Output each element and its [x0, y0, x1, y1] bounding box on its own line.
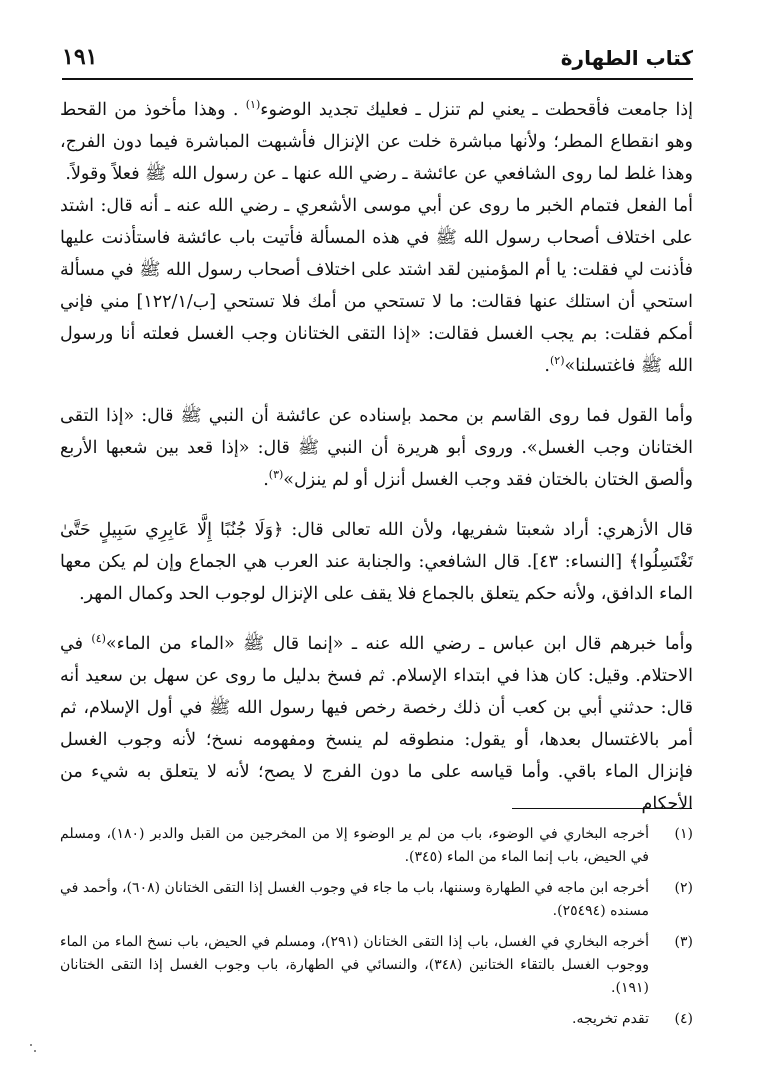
paragraph-2: أما الفعل فتمام الخبر ما روى عن أبي موسى الأشعري ـ رضي الله عنه ـ أنه قال: اشتد على اختلاف أصحاب رسول الله ﷺ في هذه المسألة فأتيت باب عائشة فاستأذنت عليها فأذنت لي فقلت: يا أم المؤمنين لقد اشتد على اختلاف أصحاب رسول الله ﷺ في مسألة استحي أن استلك عنها فقالت: ما لا تستحي من أمك فلا تستحي [ب/١٢٢/١] مني فإني أمكم فقلت: بم يجب الغسل فقالت: «إذا التقى الختانان وجب الغسل فعلته أنا ورسول الله ﷺ فاغتسلنا»$^{(٢)}$.: [60, 196, 693, 376]
footnote-number: (٢): [674, 880, 693, 896]
footnote-number: (١): [674, 826, 693, 842]
footnote-ref-3: (٣): [268, 468, 284, 482]
footnote-1: [60, 823, 693, 869]
footnote-text: تقدم تخريجه.: [572, 1011, 649, 1027]
footnote-4: [60, 1008, 693, 1031]
footnote-ref-1: (١): [245, 98, 261, 112]
page-header: [62, 44, 693, 80]
footnote-separator: [512, 808, 692, 809]
paragraph-4: قال الأزهري: أراد شعبتا شفريها، ولأن الله تعالى قال: ﴿وَلَا جُنُبًا إِلَّا عَابِرِي سَبِيلٍ حَتَّىٰ تَغْتَسِلُوا﴾ [النساء: ٤٣]. قال الشافعي: والجنابة عند العرب هي الجماع وإن لم يكن معها الماء الدافق، ولأنه حكم يتعلق بالجماع فلا يقف على الإنزال لوجوب الحد وكمال المهر.: [60, 520, 693, 604]
paragraph-5: وأما خبرهم قال ابن عباس ـ رضي الله عنه ـ «إنما قال ﷺ «الماء من الماء»$^{(٤)}$ في الاحتلام. وقيل: كان هذا في ابتداء الإسلام. ثم فسخ بدليل ما روى عن سهل بن سعيد أنه قال: حدثني أبي بن كعب أن ذلك رخصة رخص فيها رسول الله ﷺ في أول الإسلام، ثم أمر بالاغتسال بعدها، أو يقول: منطوقه لم ينسخ ومفهومه نسخ؛ لأنه وجوب الغسل فإنزال الماء باقي. وأما قياسه على ما دون الفرج لا يصح؛ لأنه لا يتعلق به شيء من الأحكام: [60, 632, 693, 814]
footnote-ref-4: (٤): [91, 632, 106, 646]
footnote-number: (٤): [674, 1011, 693, 1027]
book-title: كتاب الطهارة: [560, 46, 693, 70]
paragraph-3: وأما القول فما روى القاسم بن محمد بإسناده عن عائشة أن النبي ﷺ قال: «إذا التقى الختانان وجب الغسل». وروى أبو هريرة أن النبي ﷺ قال: «إذا قعد بين شعبها الأربع وألصق الختان بالختان فقد وجب الغسل أنزل أو لم ينزل»$^{(٣)}$.: [60, 406, 693, 490]
scan-dot: [34, 1050, 36, 1052]
page-number: ١٩١: [62, 44, 98, 70]
footnote-3: [60, 931, 693, 1000]
footnote-2: [60, 877, 693, 923]
footnote-number: (٣): [674, 934, 693, 950]
main-text: [60, 94, 693, 820]
footnote-text: أخرجه البخاري في الغسل، باب إذا التقى الختانان (٢٩١)، ومسلم في الحيض، باب نسخ الماء من الماء ووجوب الغسل بالتقاء الختانين (٣٤٨)، والنسائي في الطهارة، باب وجوب الغسل إذا التقى الختانان (١٩١).: [60, 934, 649, 996]
footnotes: [60, 823, 693, 1039]
paragraph-1: إذا جامعت فأقحطت ـ يعني لم تنزل ـ فعليك تجديد الوضوء$^{(١)}$ . وهذا مأخوذ من القحط وهو انقطاع المطر؛ ولأنها مباشرة خلت عن الإنزال فأشبهت المباشرة فيما دون الفرج، وهذا غلط لما روى الشافعي عن عائشة ـ رضي الله عنها ـ عن رسول الله ﷺ فعلاً وقولاً.: [60, 98, 693, 184]
footnote-text: أخرجه ابن ماجه في الطهارة وسننها، باب ما جاء في وجوب الغسل إذا التقى الختانان (٦٠٨)، وأحمد في مسنده (٢٥٤٩٤).: [60, 880, 650, 919]
footnote-text: أخرجه البخاري في الوضوء، باب من لم ير الوضوء إلا من المخرجين من القبل والدبر (١٨٠)، ومسلم في الحيض، باب إنما الماء من الماء (٣٤٥).: [60, 826, 649, 865]
scan-dot: [30, 1044, 32, 1046]
footnote-ref-2: (٢): [549, 354, 565, 368]
